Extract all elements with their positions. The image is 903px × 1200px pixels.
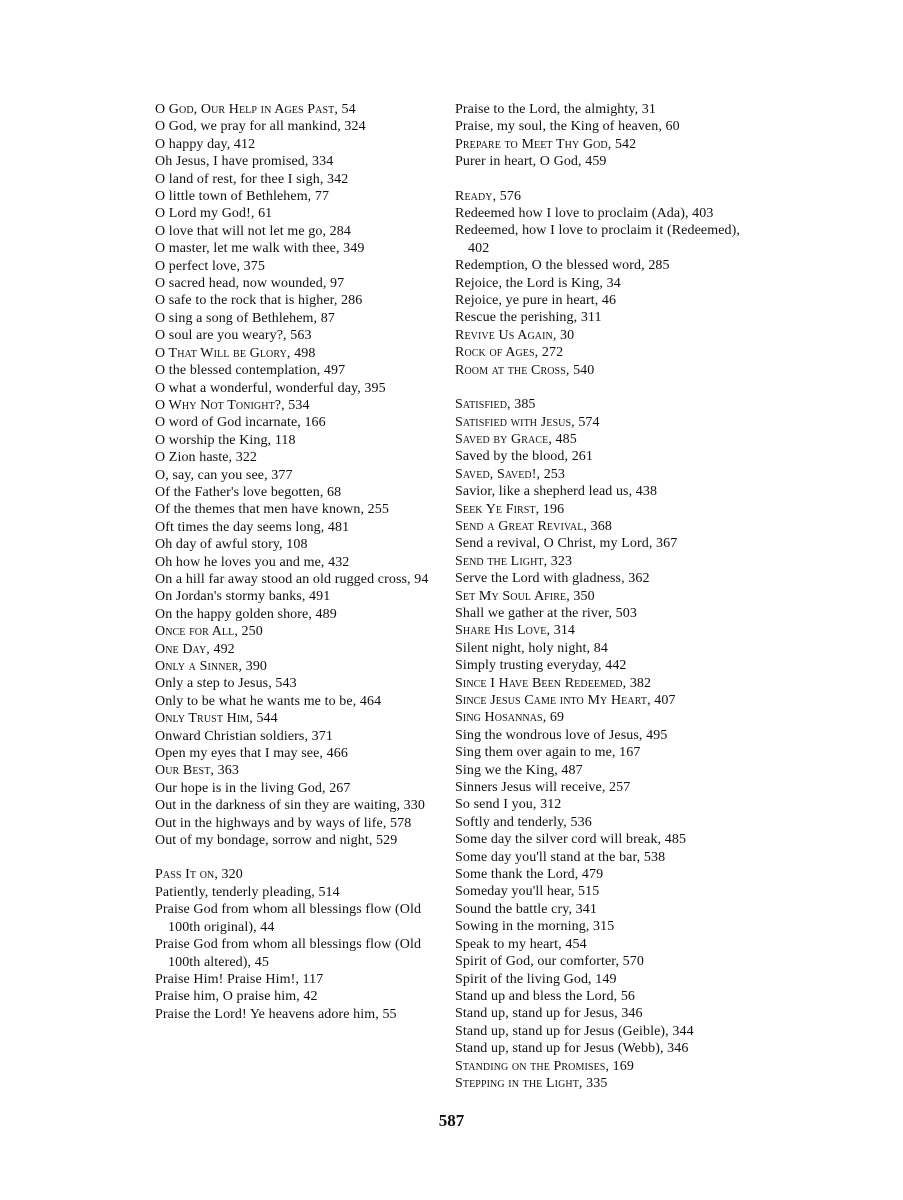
index-entry: Sinners Jesus will receive, 257 [455,780,631,796]
index-entry: O perfect love, 375 [155,258,265,274]
index-entry: Spirit of God, our comforter, 570 [455,954,644,970]
index-entry: Saved by Grace, 485 [455,431,577,447]
index-entry: Set My Soul Afire, 350 [455,588,595,604]
index-entry: Some thank the Lord, 479 [455,867,604,883]
index-entry: Of the themes that men have known, 255 [155,502,389,518]
index-entry: Pass It on, 320 [155,867,243,883]
index-entry: Spirit of the living God, 149 [455,971,617,987]
index-entry: O, say, can you see, 377 [155,467,293,483]
index-entry: Only to be what he wants me to be, 464 [155,693,382,709]
index-entry: O sing a song of Bethlehem, 87 [155,310,335,326]
index-entry: O the blessed contemplation, 497 [155,363,346,379]
index-entry: Satisfied, 385 [455,397,536,413]
index-entry: Out in the darkness of sin they are waiting, 330 [155,798,425,814]
index-entry: Saved by the blood, 261 [455,449,594,465]
index-entry: Since I Have Been Redeemed, 382 [455,675,652,691]
index-entry: Open my eyes that I may see, 466 [155,746,348,762]
index-entry: Savior, like a shepherd lead us, 438 [455,484,658,500]
index-entry: Oh Jesus, I have promised, 334 [155,154,334,170]
index-entry: Purer in heart, O God, 459 [455,154,607,170]
index-entry: Send a revival, O Christ, my Lord, 367 [455,536,678,552]
index-entry: Sing we the King, 487 [455,762,583,778]
index-entry: Our hope is in the living God, 267 [155,780,351,796]
index-entry: Praise, my soul, the King of heaven, 60 [455,119,680,135]
index-entry: Standing on the Promises, 169 [455,1058,634,1074]
index-entry: Praise him, O praise him, 42 [155,989,318,1005]
index-entry: O God, we pray for all mankind, 324 [155,119,366,135]
index-entry: Rejoice, ye pure in heart, 46 [455,293,617,309]
index-column-right [455,101,755,1092]
index-entry: O love that will not let me go, 284 [155,223,351,239]
index-entry: O master, let me walk with thee, 349 [155,241,365,257]
index-entry: Rescue the perishing, 311 [455,310,602,326]
index-entry: Only Trust Him, 544 [155,711,278,727]
index-entry: Praise to the Lord, the almighty, 31 [455,102,656,117]
index-column-left [155,101,445,1023]
index-entry: O little town of Bethlehem, 77 [155,189,330,205]
index-entry: Redeemed how I love to proclaim (Ada), 403 [455,206,714,222]
index-entry: Satisfied with Jesus, 574 [455,414,600,430]
index-entry: Serve the Lord with gladness, 362 [455,571,650,587]
index-entry: Oft times the day seems long, 481 [155,519,350,535]
index-entry: Patiently, tenderly pleading, 514 [155,884,340,900]
index-entry: Sing Hosannas, 69 [455,710,565,726]
index-entry: Praise Him! Praise Him!, 117 [155,971,324,987]
index-entry: Oh how he loves you and me, 432 [155,554,350,570]
index-entry: Onward Christian soldiers, 371 [155,728,333,744]
index-entry: Redemption, O the blessed word, 285 [455,258,670,274]
page-number: 587 [438,1111,465,1130]
index-entry: One Day, 492 [155,641,235,657]
index-entry: Rock of Ages, 272 [455,345,564,361]
index-entry: Stand up and bless the Lord, 56 [455,988,636,1004]
index-entry: Simply trusting everyday, 442 [455,658,627,674]
index-entry: O Lord my God!, 61 [155,206,273,222]
index-entry: Revive Us Again, 30 [455,327,575,343]
index-entry: Silent night, holy night, 84 [455,640,608,656]
index-entry: Oh day of awful story, 108 [155,537,308,553]
index-entry: O soul are you weary?, 563 [155,328,312,344]
index-entry: Sing them over again to me, 167 [455,745,641,761]
index-entry: On a hill far away stood an old rugged cross, 94 [155,571,429,587]
index-entry: Since Jesus Came into My Heart, 407 [455,693,676,708]
index-entry: So send I you, 312 [455,797,562,813]
index-entry: O Zion haste, 322 [155,450,258,466]
index-entry: On Jordan's stormy banks, 491 [155,589,331,605]
index-entry: Sing the wondrous love of Jesus, 495 [455,727,668,743]
index-entry: O land of rest, for thee I sigh, 342 [155,171,349,187]
index-entry: Stand up, stand up for Jesus, 346 [455,1006,643,1022]
index-entry: O happy day, 412 [155,136,256,152]
index-entry: Only a step to Jesus, 543 [155,676,297,692]
index-entry: O God, Our Help in Ages Past, 54 [155,102,356,117]
index-entry: Seek Ye First, 196 [455,501,565,517]
index-entry: O safe to the rock that is higher, 286 [155,293,363,309]
index-entry: Someday you'll hear, 515 [455,884,600,900]
index-entry: Prepare to Meet Thy God, 542 [455,136,637,152]
index-entry: O worship the King, 118 [155,432,296,448]
index-entry: Softly and tenderly, 536 [455,814,592,830]
index-entry: Out in the highways and by ways of life, 578 [155,815,412,831]
index-entry: O sacred head, now wounded, 97 [155,276,345,292]
index-entry: O Why Not Tonight?, 534 [155,397,310,413]
index-entry: On the happy golden shore, 489 [155,606,337,622]
index-entry: Send a Great Revival, 368 [455,518,612,534]
index-entry: Only a Sinner, 390 [155,659,268,674]
index-entry: Saved, Saved!, 253 [455,466,566,482]
index-entry: Once for All, 250 [155,624,263,640]
index-entry: Redeemed, how I love to proclaim it (Redeemed), 402 [455,223,740,256]
index-entry: Room at the Cross, 540 [455,362,595,378]
index-entry: Rejoice, the Lord is King, 34 [455,275,621,291]
index-entry: Stepping in the Light, 335 [455,1075,608,1091]
index-entry: Our Best, 363 [155,763,239,779]
index-entry: Stand up, stand up for Jesus (Webb), 346 [455,1041,689,1057]
index-entry: Speak to my heart, 454 [455,936,587,952]
index-entry: Ready, 576 [455,188,522,204]
index-entry: O That Will be Glory, 498 [155,345,316,361]
index-entry: Share His Love, 314 [455,623,576,639]
index-entry: Sound the battle cry, 341 [455,901,597,917]
index-entry: Praise God from whom all blessings flow (Old 100th original), 44 [155,902,422,935]
index-entry: Send the Light, 323 [455,553,573,569]
index-entry: Praise the Lord! Ye heavens adore him, 55 [155,1006,397,1022]
index-entry: Stand up, stand up for Jesus (Geible), 344 [455,1023,694,1039]
index-entry: Of the Father's love begotten, 68 [155,484,342,500]
index-entry: Praise God from whom all blessings flow (Old 100th altered), 45 [155,937,422,970]
index-entry: O word of God incarnate, 166 [155,415,326,431]
index-entry: Some day the silver cord will break, 485 [455,832,687,848]
index-entry: Out of my bondage, sorrow and night, 529 [155,833,398,849]
index-entry: Some day you'll stand at the bar, 538 [455,849,666,865]
index-entry: Shall we gather at the river, 503 [455,605,637,621]
index-entry: O what a wonderful, wonderful day, 395 [155,380,386,396]
index-entry: Sowing in the morning, 315 [455,919,615,935]
